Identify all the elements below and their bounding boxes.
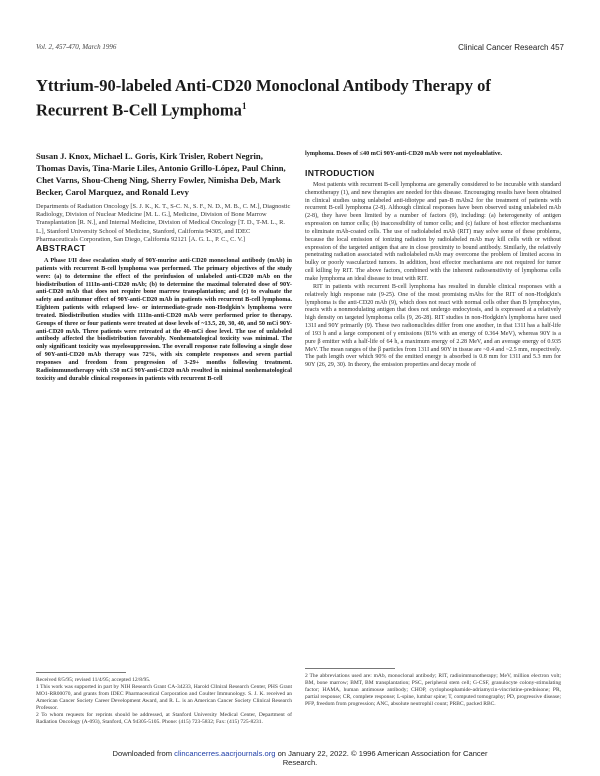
received-dates: Received 8/5/95; revised 11/4/95; accepted 12/8/95. [36, 677, 151, 683]
introduction-heading: INTRODUCTION [305, 167, 375, 178]
abstract-continuation: lymphoma. Doses of ≤40 mCi 90Y-anti-CD20 mAb were not myeloablative. [305, 150, 503, 157]
abstract-text: A Phase I/II dose escalation study of 90Y-murine anti-CD20 monoclonal antibody (mAb) in patients with recurrent B-cell lymphoma was performed. The primary objectives of the study were: (a) to determine the effect of the preinfusion of unlabeled anti-CD20 mAb on the biodistribution of 111In-anti-CD20 mAb; (b) to determine the maximal tolerated dose of 90Y-anti-CD20 mAb that does not require bone marrow transplantation; and (c) to evaluate the safety and antitumor effect of 90Y-anti-CD20 mAb in patients with recurrent B-cell lymphoma. Eighteen patients with relapsed low- or intermediate-grade non-Hodgkin's lymphoma were treated. Biodistribution studies with 111In-anti-CD20 mAb were performed prior to therapy. Groups of three or four patients were treated at dose levels of ~13.5, 20, 30, 40, and 50 mCi 90Y-anti-CD20 mAb. Three patients were retreated at the 40-mCi dose level. The use of unlabeled antibody affected the biodistribution favorably. Nonhematological toxicity was minimal. The only significant toxicity was myelosuppression. The overall response rate following a single dose of 90Y-anti-CD20 mAb therapy was 72%, with six complete responses and seven partial responses and freedom from progression of 3-29+ months following treatment. Radioimmunotherapy with ≤50 mCi 90Y-anti-CD20 mAb resulted in minimal nonhematological toxicity and durable clinical responses in patients with recurrent B-cell [36, 257, 292, 382]
title-footnote-marker: 1 [241, 101, 247, 111]
download-footer [0, 749, 600, 767]
footer-line-2: Research. [282, 758, 318, 767]
author-list: Susan J. Knox, Michael L. Goris, Kirk Trisler, Robert Negrin, Thomas Davis, Tina-Marie Liles, Antonio Grillo-López, Paul Chinn, Chet Varns, Shou-Cheng Ning, Sherry Fowler, Nimisha Deb, Mark Becker, Carol Marquez, and Ronald Levy [36, 151, 286, 197]
right-column [305, 150, 561, 370]
affiliations: Departments of Radiation Oncology [S. J. K., K. T., S-C. N., S. F., N. D., M. B., C. M.], Diagnostic Radiology, Division of Nuclear Medicine [M. L. G.], Medicine, Division of Bone Marrow Transplantation [R. N.], and Internal Medicine, Division of Medical Oncology [T. D., T-M. L., R. L.], Stanford University School of Medicine, Stanford, California 94305, and IDEC Pharmaceuticals Corporation, San Diego, California 92121 [A. G. L., P. C., C. V.] [36, 203, 291, 243]
intro-paragraph-2: RIT in patients with recurrent B-cell lymphoma has resulted in durable clinical responses with a relatively high response rate (9-25). One of the most promising mAbs for the RIT of non-Hodgkin's lymphoma is the anti-CD20 mAb (9), which does not react with normal cells other than B lymphocytes, reacts with a nonmodulating antigen that does not undergo endocytosis, and is expressed at a relatively high density on targeted lymphoma cells (9, 26-28). RIT studies in non-Hodgkin's lymphoma have used 131I and 90Y primarily (9). These two radionuclides differ from one another, in that 131I has a half-life of 193 h and a large component of γ emissions (81% with an energy of 0.364 MeV), whereas 90Y is a pure β emitter with a half-life of 64 h, a maximum energy of 2.28 MeV, and an average energy of 0.935 MeV. The mean ranges of the β particles from 131I and 90Y in tissue are ~0.4 and ~2.5 mm, respectively. The path length over which 90% of the emitted energy is absorbed is 0.8 mm for 131I and 5.3 mm for 90Y (26, 29, 30). In theory, the emission properties and decay mode of [305, 283, 561, 369]
footnotes-right [305, 673, 561, 708]
abstract-heading: ABSTRACT [36, 243, 86, 253]
intro-paragraph-1: Most patients with recurrent B-cell lymphoma are generally considered to be incurable with standard chemotherapy (1), and new therapies are needed for this disease. Encouraging results have been obtained in clinical studies using unlabeled anti-idiotype and pan-B mAbs2 for the treatment of patients with recurrent B-cell lymphoma (2-8). Although clinical responses have been observed using unlabeled mAb (2-8), they have been limited by a number of factors (9), including: (a) heterogeneity of antigen expression on tumor cells; (b) inaccessibility of tumor cells; and (c) failure of host effector mechanisms to eliminate mAb-coated cells. The use of radiolabeled mAb (RIT) may solve some of these problems, because the local emission of ionizing radiation by radiolabeled mAb may kill cells with or without expression of the targeted antigen that are in close proximity to bound antibody. Similarly, the relatively penetrating radiation associated with radiolabeled mAb may overcome the problem of limited access in bulky or poorly vascularized tumors. In addition, host effector mechanisms are not required for tumor cell killing by RIT. The above factors, combined with the inherent radiosensitivity of lymphoma cells make lymphoma an ideal disease to treat with RIT. [305, 181, 561, 282]
journal-page-label: Clinical Cancer Research 457 [458, 43, 564, 52]
journal-citation: Vol. 2, 457-470, March 1996 [36, 43, 117, 51]
journal-site-link[interactable]: clincancerres.aacrjournals.org [174, 749, 276, 758]
footnote-rule-left [36, 672, 126, 673]
footer-prefix: Downloaded from [112, 749, 175, 758]
footnotes-left [36, 677, 292, 726]
footnote-1: 1 This work was supported in part by NIH Research Grant CA-34233, Harold Cllniral Research Center, PHS Grant MO1-RR00070, and grants from IDEC Pharmaceutical Corporation and Coulter Immunology. S. J. K. received an American Cancer Society Career Development Award, and R. L. is an American Cancer Society Clinical Research Professor. [36, 684, 292, 711]
running-head [36, 43, 564, 55]
article-title-text: Yttrium-90-labeled Anti-CD20 Monoclonal Antibody Therapy of Recurrent B-Cell Lymphoma [36, 76, 491, 120]
article-title [36, 76, 506, 121]
footer-copyright: on January 22, 2022. © 1996 American Association for Cancer [275, 749, 488, 758]
footnote-2: 2 To whom requests for reprints should be addressed, at Stanford University Medical Center, Department of Radiation Oncology (A-093), Stanford, CA 94305-5105. Phone: (415) 723-5832; Fax: (415) 725-8231. [36, 712, 292, 725]
left-column-header [36, 150, 292, 244]
abbreviations-footnote: 2 The abbreviations used are: mAb, monoclonal antibody; RIT, radioimmunotherapy; MeV, million electron volt; BM, bone marrow; BMT, BM transplantation; PSC, peripheral stem cell; G-CSF, granulocyte colony-stimulating factor; HAMA, human antimouse antibody; CHOP, cyclophosphamide-adriamycin-vincristine-prednisone; PR, partial response; CR, complete response; L-spine, lumbar spine; T, computed tomography; PD, progressive disease; PFP, freedom from progression; ANC, absolute neutrophil count; PRBC, packed RBC. [305, 673, 561, 707]
footnote-rule-right [305, 668, 395, 669]
